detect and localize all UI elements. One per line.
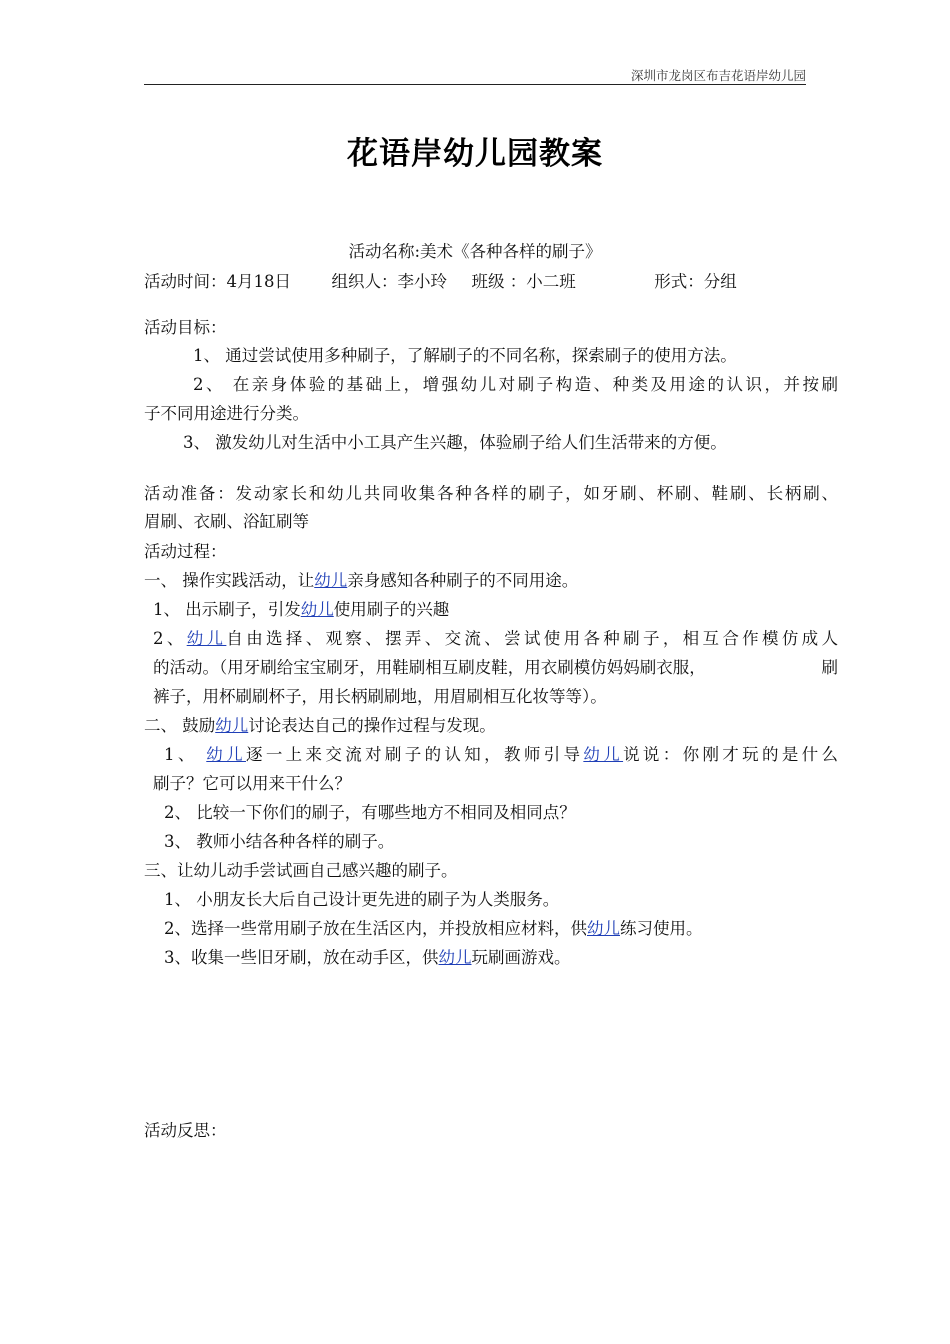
header-rule [144, 84, 806, 85]
reflection-label: 活动反思： [144, 1121, 227, 1140]
youer-link[interactable]: 幼儿 [587, 919, 620, 938]
goal-item-2: 2、 在亲身体验的基础上，增强幼儿对刷子构造、种类及用途的认识，并按刷 [193, 375, 838, 394]
process-label: 活动过程： [144, 542, 227, 561]
step-1-2-text-c: 的活动。（用牙刷给宝宝刷牙，用鞋刷相互刷皮鞋，用衣刷模仿妈妈刷衣服， [153, 658, 706, 677]
activity-name [0, 241, 950, 263]
youer-link[interactable]: 幼儿 [206, 745, 246, 764]
form-value: 分组 [703, 272, 737, 291]
step-1-1-text-a: 1、 出示刷子，引发 [153, 600, 301, 619]
process-step-1-1 [153, 599, 853, 621]
process-step-1 [144, 570, 844, 592]
process-step-2-1 [164, 744, 838, 766]
process-step-3-2 [164, 918, 864, 940]
activity-name-value: 美术《各种各样的刷子》 [420, 242, 602, 261]
activity-name-label: 活动名称: [348, 242, 421, 261]
step-3-3-text-a: 3、收集一些旧牙刷，放在动手区，供 [164, 948, 439, 967]
youer-link[interactable]: 幼儿 [583, 745, 624, 764]
step-2-text-a: 二、 鼓励 [144, 716, 216, 735]
process-step-1-2 [153, 628, 838, 650]
process-step-2 [144, 715, 844, 737]
youer-link[interactable]: 幼儿 [314, 571, 348, 590]
process-step-1-2-cont2: 裤子，用杯刷刷杯子，用长柄刷刷地，用眉刷相互化妆等等）。 [153, 687, 607, 706]
step-2-1-text-b: 逐一上来交流对刷子的认知，教师引导 [245, 745, 584, 764]
process-step-2-1-cont: 刷子？它可以用来干什么？ [153, 774, 351, 793]
step-2-1-text-a: 1、 [164, 745, 207, 764]
youer-link[interactable]: 幼儿 [300, 600, 334, 619]
youer-link[interactable]: 幼儿 [215, 716, 249, 735]
page-title: 花语岸幼儿园教案 [347, 136, 603, 172]
step-2-1-text-c: 说说：你刚才玩的是什么 [623, 745, 839, 764]
process-step-3-1: 1、 小朋友长大后自己设计更先进的刷子为人类服务。 [164, 890, 560, 909]
step-1-2-text-a: 2、 [153, 629, 187, 648]
process-step-3-3 [164, 947, 864, 969]
step-3-2-text-b: 练习使用。 [620, 919, 703, 938]
step-1-2-text-b: 自由选择、观察、摆弄、交流、尝试使用各种刷子，相互合作模仿成人 [226, 629, 839, 648]
time-label: 活动时间： [144, 272, 227, 291]
step-1-text-a: 一、 操作实践活动，让 [144, 571, 315, 590]
step-1-1-text-b: 使用刷子的兴趣 [333, 600, 450, 619]
form-label: 形式： [654, 272, 704, 291]
class-value: 小二班 [526, 272, 576, 291]
class-label: 班级 ： [471, 272, 527, 291]
time-value: 4月18日 [226, 272, 291, 291]
process-step-2-3: 3、 教师小结各种各样的刷子。 [164, 832, 395, 851]
process-step-2-2: 2、 比较一下你们的刷子，有哪些地方不相同及相同点？ [164, 803, 576, 822]
goal-item-3: 3、 激发幼儿对生活中小工具产生兴趣，体验刷子给人们生活带来的方便。 [183, 433, 727, 452]
goal-item-2-cont: 子不同用途进行分类。 [144, 404, 309, 423]
organizer-value: 李小玲 [397, 272, 447, 291]
youer-link[interactable]: 幼儿 [438, 948, 472, 967]
organizer-label: 组织人： [331, 272, 398, 291]
step-3-2-text-a: 2、选择一些常用刷子放在生活区内，并投放相应材料，供 [164, 919, 587, 938]
step-3-3-text-b: 玩刷画游戏。 [471, 948, 571, 967]
process-step-1-2-cont [153, 657, 838, 679]
header-org: 深圳市龙岗区布吉花语岸幼儿园 [630, 68, 806, 83]
process-step-3: 三、让幼儿动手尝试画自己感兴趣的刷子。 [144, 861, 458, 880]
goal-item-1: 1、 通过尝试使用多种刷子，了解刷子的不同名称，探索刷子的使用方法。 [193, 346, 737, 365]
activity-info-row [144, 271, 844, 293]
youer-link[interactable]: 幼儿 [186, 629, 227, 648]
step-1-2-text-c-end: 刷 [821, 658, 838, 677]
prep-line-2: 眉刷、衣刷、浴缸刷等 [144, 512, 309, 531]
step-2-text-b: 讨论表达自己的操作过程与发现。 [248, 716, 496, 735]
prep-line-1: 活动准备：发动家长和幼儿共同收集各种各样的刷子，如牙刷、杯刷、鞋刷、长柄刷、 [144, 484, 838, 503]
goals-label: 活动目标： [144, 318, 227, 337]
step-1-text-b: 亲身感知各种刷子的不同用途。 [347, 571, 579, 590]
